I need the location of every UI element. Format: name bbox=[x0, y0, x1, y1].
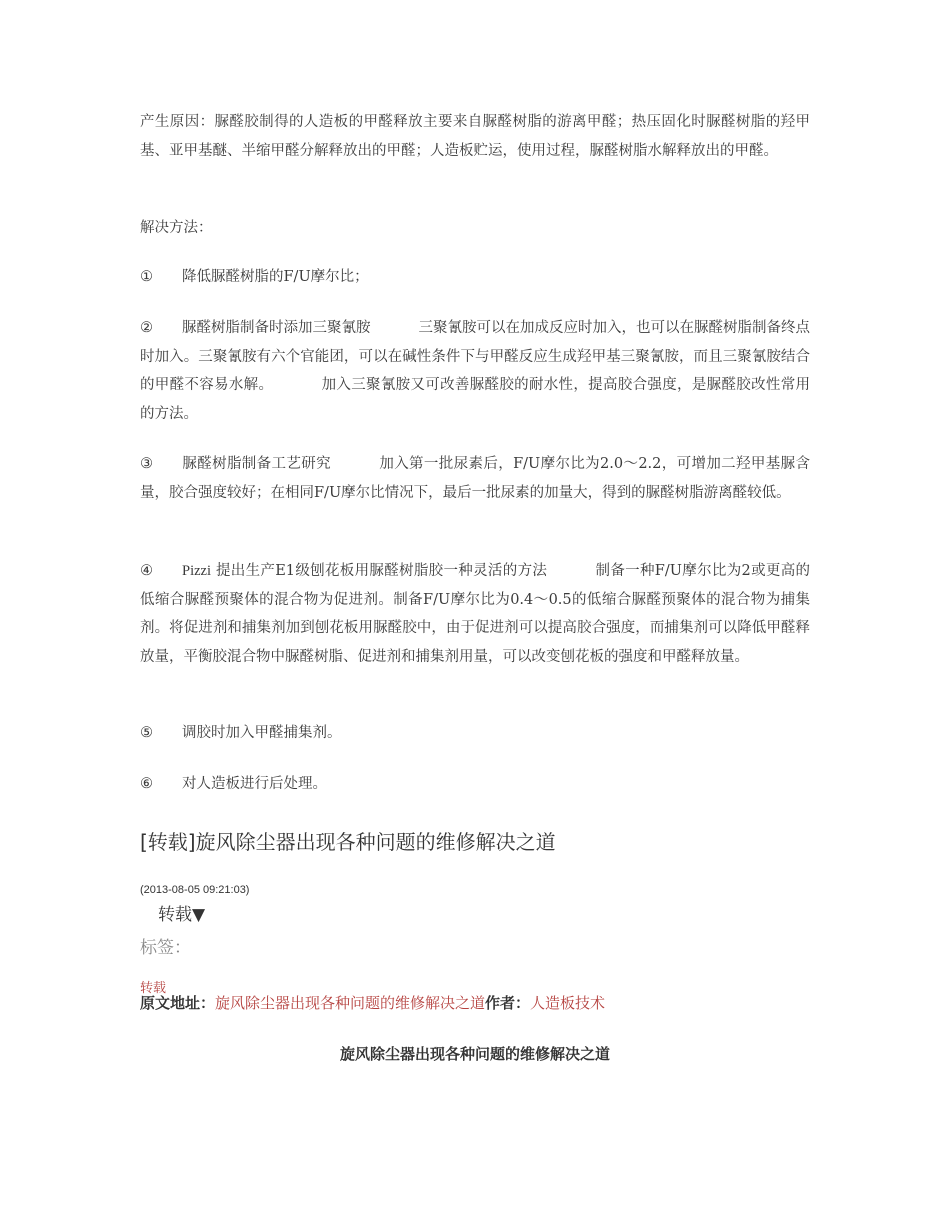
item-title: 提出生产E1级刨花板用脲醛树脂胶一种灵活的方法 bbox=[215, 563, 548, 579]
item-number: ③ bbox=[140, 456, 153, 472]
author-label: 作者： bbox=[485, 994, 531, 1012]
item-text: 制备一种F/U摩尔比为2或更高的低缩合脲醛预聚体的混合物为促进剂。制备F/U摩尔比为0.4～0.5的低缩合脲醛预聚体的混合物为捕集剂。将促进剂和捕集剂加到刨花板用脲醛胶中，由于促进剂可以提高胶合强度，而捕集剂可以降低甲醛释放量，平衡胶混合物中脲醛树脂、促进剂和捕集剂用量，可以改变刨花板的强度和甲醛释放量。 bbox=[140, 563, 811, 665]
cause-paragraph: 产生原因：脲醛胶制得的人造板的甲醛释放主要来自脲醛树脂的游离甲醛；热压固化时脲醛树脂的羟甲基、亚甲基醚、半缩甲醛分解释放出的甲醛；人造板贮运，使用过程，脲醛树脂水解释放出的甲醛。 bbox=[140, 114, 810, 159]
item-title: 降低脲醛树脂的F/U摩尔比； bbox=[182, 269, 369, 285]
item-title: 脲醛树脂制备时添加三聚氰胺 bbox=[182, 320, 371, 336]
item-text: 加入第一批尿素后，F/U摩尔比为2.0～2.2，可增加二羟甲基脲含量，胶合强度较好；在相同F/U摩尔比情况下，最后一批尿素的加量大，得到的脲醛树脂游离醛较低。 bbox=[140, 456, 810, 501]
author-link[interactable]: 人造板技术 bbox=[530, 994, 606, 1012]
item-number: ⑥ bbox=[140, 776, 153, 792]
item-text: 三聚氰胺可以在加成反应时加入，也可以在脲醛树脂制备终点时加入。三聚氰胺有六个官能团，可以在碱性条件下与甲醛反应生成羟甲基三聚氰胺，而且三聚氰胺结合的甲醛不容易水解。 bbox=[140, 320, 810, 393]
list-item bbox=[140, 450, 810, 507]
list-item bbox=[140, 263, 810, 292]
list-item bbox=[140, 314, 810, 428]
solution-label: 解决方法： bbox=[140, 220, 213, 236]
source-row bbox=[140, 993, 605, 1013]
article-title: 旋风除尘器出现各种问题的维修解决之道 bbox=[339, 1045, 610, 1063]
post-heading: [转载]旋风除尘器出现各种问题的维修解决之道 bbox=[140, 830, 556, 854]
item-number: ④ bbox=[140, 563, 153, 579]
item-number: ⑤ bbox=[140, 725, 153, 741]
item-title-latin: Pizzi bbox=[182, 563, 211, 579]
item-text-continued: 加入三聚氰胺又可改善脲醛胶的耐水性，提高胶合强度，是脲醛胶改性常用的方法。 bbox=[140, 377, 811, 422]
item-title: 对人造板进行后处理。 bbox=[182, 776, 327, 792]
item-number: ① bbox=[140, 269, 153, 285]
post-datetime: (2013-08-05 09:21:03) bbox=[140, 884, 250, 896]
list-item bbox=[140, 770, 810, 799]
repost-dropdown-button[interactable]: 转载▼ bbox=[158, 905, 206, 925]
item-title: 脲醛树脂制备工艺研究 bbox=[182, 456, 331, 472]
source-link[interactable]: 旋风除尘器出现各种问题的维修解决之道 bbox=[215, 994, 486, 1012]
tags-label: 标签： bbox=[140, 938, 191, 958]
list-item bbox=[140, 557, 810, 671]
repost-category-link[interactable]: 转载 bbox=[140, 981, 167, 996]
list-item bbox=[140, 719, 810, 748]
source-label: 原文地址： bbox=[140, 994, 216, 1012]
item-number: ② bbox=[140, 320, 153, 336]
item-title: 调胶时加入甲醛捕集剂。 bbox=[182, 725, 342, 741]
